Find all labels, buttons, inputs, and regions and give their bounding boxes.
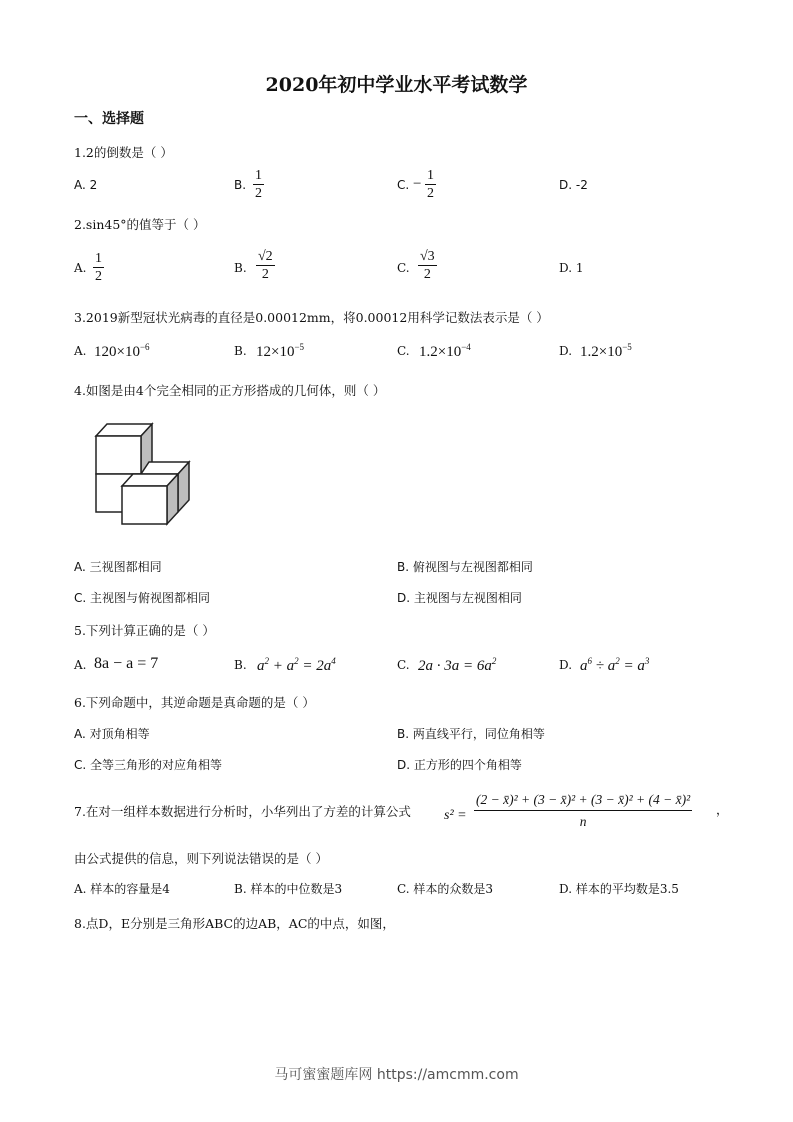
q2-option-a-letter: A. <box>74 261 87 275</box>
q3-option-d-letter: D. <box>559 344 573 358</box>
q3-option-a <box>94 342 150 361</box>
q4-option-c: C. 主视图与俯视图都相同 <box>74 591 211 605</box>
question-5-stem: 5.下列计算正确的是（ ） <box>74 623 215 638</box>
q1-b-denominator: 2 <box>255 186 262 201</box>
q5-b-part2: + a <box>269 658 295 674</box>
q4-option-b: B. 俯视图与左视图都相同 <box>397 560 533 574</box>
q5-option-d <box>580 656 649 675</box>
q5-b-exp2: 2 <box>294 656 299 666</box>
question-6-stem: 6.下列命题中，其逆命题是真命题的是（ ） <box>74 695 315 710</box>
q3-option-b-letter: B. <box>234 344 247 358</box>
q2-option-a-fraction <box>93 251 104 285</box>
q3-b-base: 12×10 <box>256 344 295 360</box>
q5-b-exp1: 2 <box>264 656 269 666</box>
q5-d-part1: a <box>580 658 588 674</box>
q1-b-numerator: 1 <box>255 168 262 183</box>
q7-option-d: D. 样本的平均数是3.5 <box>559 882 679 896</box>
q1-option-d: D. -2 <box>559 178 588 192</box>
q5-option-a-letter: A. <box>74 658 87 672</box>
q1-c-numerator: 1 <box>427 168 434 183</box>
q5-option-c <box>418 656 496 675</box>
question-1-stem: 1.2的倒数是（ ） <box>74 145 173 160</box>
question-7-stem: 7.在对一组样本数据进行分析时，小华列出了方差的计算公式 <box>74 804 411 819</box>
q3-option-b <box>256 342 304 361</box>
q1-option-c-letter: C. <box>397 178 410 192</box>
q6-option-c: C. 全等三角形的对应角相等 <box>74 758 223 772</box>
q1-c-sign: − <box>413 176 422 192</box>
page-title: 2020年初中学业水平考试数学 <box>265 74 528 96</box>
q5-b-part1: a <box>257 658 265 674</box>
q2-a-numerator: 1 <box>95 251 102 266</box>
q7-option-b: B. 样本的中位数是3 <box>234 882 343 896</box>
q7-comma: ， <box>716 802 729 817</box>
q6-option-d: D. 正方形的四个角相等 <box>397 758 522 772</box>
q6-option-a: A. 对顶角相等 <box>74 727 150 741</box>
q5-c-exp1: 2 <box>491 656 497 666</box>
q5-option-c-letter: C. <box>397 658 410 672</box>
footer-watermark: 马可蜜蜜题库网 https://amcmm.com <box>274 1067 519 1083</box>
q2-option-b-fraction <box>256 249 275 283</box>
q2-option-d: D. 1 <box>559 261 584 275</box>
q4-option-a: A. 三视图都相同 <box>74 560 162 574</box>
q5-b-exp3: 4 <box>331 656 336 666</box>
q2-c-denominator: 2 <box>423 267 431 282</box>
cube-figure <box>92 420 196 526</box>
q6-option-b: B. 两直线平行，同位角相等 <box>397 727 545 741</box>
question-8-stem: 8.点D，E分别是三角形ABC的边AB，AC的中点，如图， <box>74 916 395 931</box>
q3-d-base: 1.2×10 <box>580 344 623 360</box>
q7-option-c: C. 样本的众数是3 <box>397 882 494 896</box>
q7-formula-numerator: (2 − x̄)² + (3 − x̄)² + (3 − x̄)² + (4 − x̄)² <box>474 790 692 811</box>
q3-d-exponent: −5 <box>622 342 632 352</box>
q3-option-c <box>419 342 471 361</box>
q2-a-denominator: 2 <box>95 269 102 284</box>
question-7-stem-2: 由公式提供的信息，则下列说法错误的是（ ） <box>74 851 328 866</box>
q5-d-exp1: 6 <box>587 656 592 666</box>
q2-c-numerator: √3 <box>420 249 435 264</box>
q5-d-exp2: 2 <box>615 656 620 666</box>
q3-option-d <box>580 342 632 361</box>
q1-option-c-fraction <box>425 168 436 202</box>
q5-b-part3: = 2a <box>298 658 332 674</box>
q2-option-c-fraction <box>418 249 437 283</box>
q3-b-exponent: −5 <box>294 342 305 352</box>
q1-option-b-fraction <box>253 168 264 202</box>
q4-option-d: D. 主视图与左视图相同 <box>397 591 522 605</box>
q3-option-a-letter: A. <box>74 344 87 358</box>
q5-option-b-letter: B. <box>234 658 247 672</box>
question-4-stem: 4.如图是由4个完全相同的正方形搭成的几何体，则（ ） <box>74 383 386 398</box>
q3-a-base: 120×10 <box>94 344 140 360</box>
q5-option-a: 8a − a = 7 <box>94 655 159 672</box>
q3-c-base: 1.2×10 <box>419 344 462 360</box>
q1-option-a: A. 2 <box>74 178 98 192</box>
question-3-stem: 3.2019新型冠状光病毒的直径是0.00012mm，将0.00012用科学记数法表示是（ ） <box>74 310 549 325</box>
q3-a-exponent: −6 <box>139 342 150 352</box>
section-heading: 一、选择题 <box>74 111 144 127</box>
q5-d-part2: ÷ a <box>592 658 616 674</box>
q2-option-b-letter: B. <box>234 261 247 275</box>
q7-option-a: A. 样本的容量是4 <box>74 882 170 896</box>
q2-b-denominator: 2 <box>261 267 269 282</box>
q7-formula-fraction <box>474 790 692 833</box>
q5-c-part1: 2a · 3a = 6a <box>418 658 492 674</box>
question-2-stem: 2.sin45°的值等于（ ） <box>74 217 206 232</box>
q3-option-c-letter: C. <box>397 344 410 358</box>
q5-d-part3: = a <box>619 658 645 674</box>
q2-b-numerator: √2 <box>258 249 273 264</box>
q2-option-c-letter: C. <box>397 261 410 275</box>
q7-formula-lhs: s² = <box>444 808 467 823</box>
q5-d-exp3: 3 <box>644 656 650 666</box>
q1-c-denominator: 2 <box>427 186 434 201</box>
q3-c-exponent: −4 <box>461 342 471 352</box>
q5-option-d-letter: D. <box>559 658 573 672</box>
q7-formula-denominator: n <box>579 814 587 829</box>
q5-option-b <box>257 656 336 675</box>
q1-option-b-letter: B. <box>234 178 247 192</box>
